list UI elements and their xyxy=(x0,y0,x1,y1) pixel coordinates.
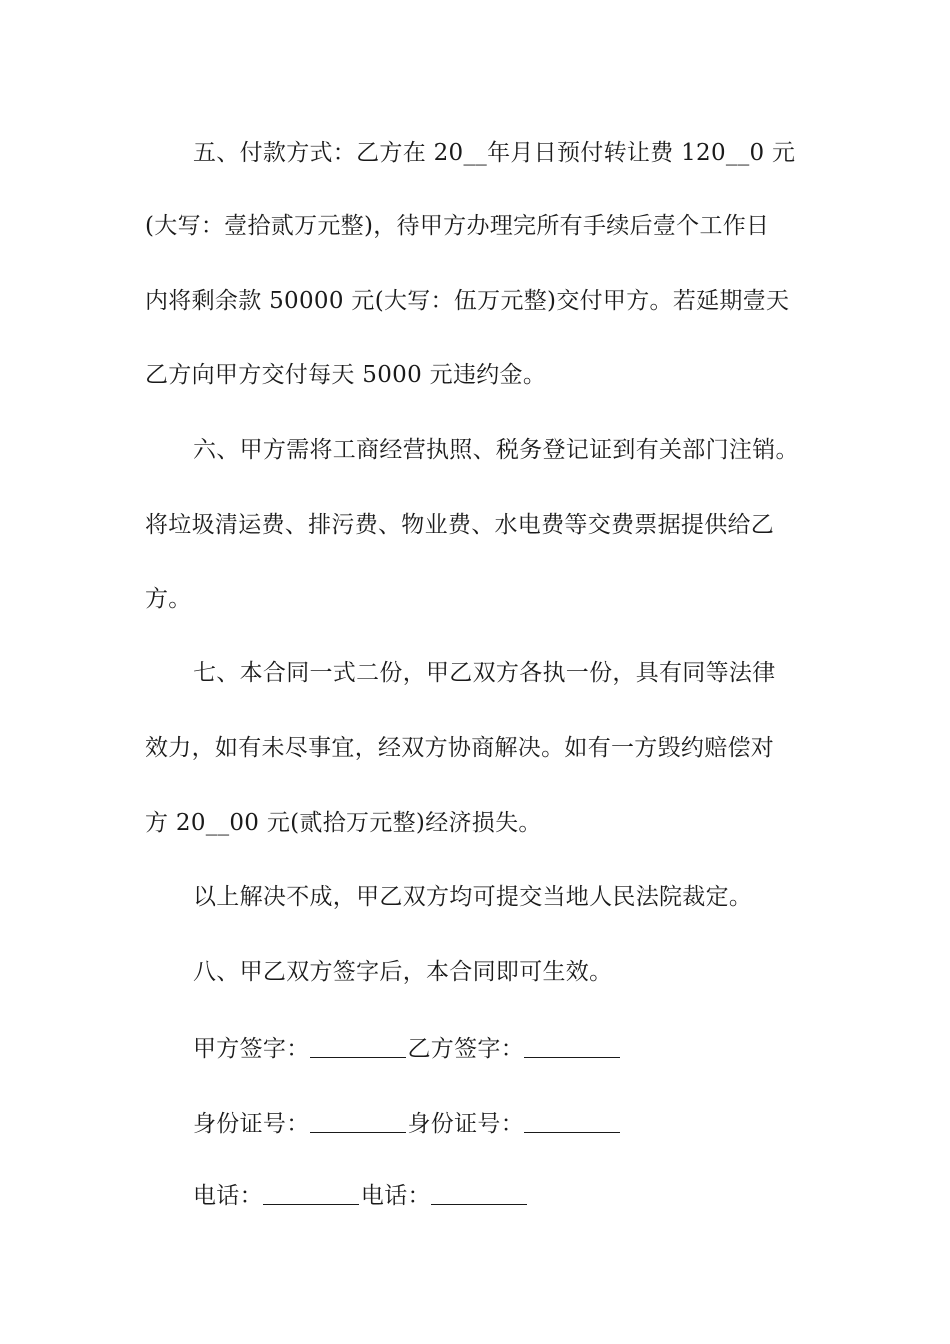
clause-5-line-1: 五、付款方式：乙方在 20__年月日预付转让费 120__0 元 xyxy=(193,140,796,166)
party-a-id-field[interactable] xyxy=(310,1108,406,1133)
phone-row xyxy=(193,1176,873,1216)
party-a-id-label: 身份证号： xyxy=(193,1111,310,1137)
dispute-clause: 以上解决不成，甲乙双方均可提交当地人民法院裁定。 xyxy=(193,884,753,910)
party-b-phone-field[interactable] xyxy=(431,1180,527,1205)
clause-8: 八、甲乙双方签字后，本合同即可生效。 xyxy=(193,959,613,985)
party-b-signature-label: 乙方签字： xyxy=(407,1036,524,1062)
party-b-signature-field[interactable] xyxy=(524,1033,620,1058)
clause-7-line-1: 七、本合同一式二份，甲乙双方各执一份，具有同等法律 xyxy=(193,660,776,686)
clause-7-line-2: 效力，如有未尽事宜，经双方协商解决。如有一方毁约赔偿对 xyxy=(145,735,775,761)
clause-5-line-2: (大写：壹拾贰万元整)，待甲方办理完所有手续后壹个工作日 xyxy=(145,213,770,239)
party-a-signature-label: 甲方签字： xyxy=(193,1036,310,1062)
party-b-id-field[interactable] xyxy=(524,1108,620,1133)
party-b-phone-label: 电话： xyxy=(360,1183,431,1209)
clause-6-line-2: 将垃圾清运费、排污费、物业费、水电费等交费票据提供给乙 xyxy=(145,512,775,538)
clause-6-line-3: 方。 xyxy=(145,586,192,612)
clause-5-line-3: 内将剩余款 50000 元(大写：伍万元整)交付甲方。若延期壹天 xyxy=(145,288,790,314)
signature-row xyxy=(193,1029,873,1069)
clause-6-line-1: 六、甲方需将工商经营执照、税务登记证到有关部门注销。 xyxy=(193,437,799,463)
clause-5-line-4: 乙方向甲方交付每天 5000 元违约金。 xyxy=(145,362,547,388)
id-number-row xyxy=(193,1104,873,1144)
clause-7-line-3: 方 20__00 元(贰拾万元整)经济损失。 xyxy=(145,810,542,836)
party-a-signature-field[interactable] xyxy=(310,1033,406,1058)
party-a-phone-field[interactable] xyxy=(263,1180,359,1205)
party-a-phone-label: 电话： xyxy=(193,1183,263,1209)
party-b-id-label: 身份证号： xyxy=(407,1111,524,1137)
